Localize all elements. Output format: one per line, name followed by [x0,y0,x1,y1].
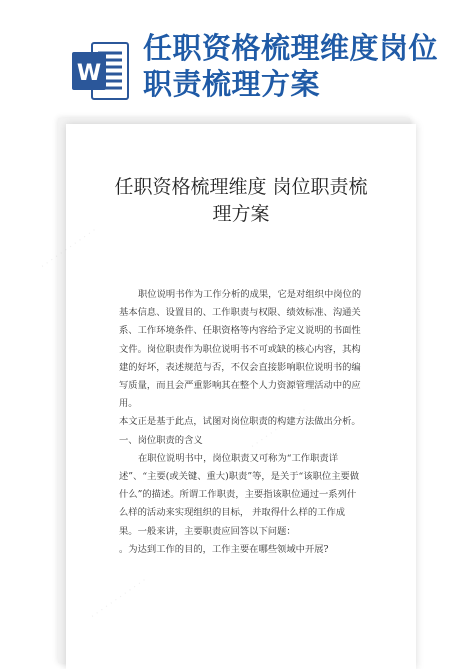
watermark: · · · · · · · · · · · · [39,226,99,272]
watermark: · · · · · · · · · · · · [249,406,309,452]
document-page [39,124,416,669]
banner-title: 任职资格梳理维度岗位职责梳理方案 [143,31,439,101]
paragraph: 在职位说明书中，岗位职责又可称为“工作职责详述”、“主要(或关键、重大)职责”等，是关于“该职位主要做什么”的描述。所谓工作职责，主要指该职位通过一系列什么样的活动来实现组织的目标， 并取得什么样的工作成果。一般来讲，主要职责应回答以下问题： [119,452,360,537]
banner [0,0,474,110]
word-document-icon [70,40,130,102]
paragraph: 。为达到工作的目的，工作主要在哪些领域中开展? [119,543,329,555]
document-body [119,286,362,559]
paragraph: 职位说明书作为工作分析的成果，它是对组织中岗位的基本信息、设置目的、工作职责与权限、绩效标准、沟通关系、工作环境条件、任职资格等内容给予定义说明的书面性文件。岗位职责作为职位说明书不可或缺的核心内容，其构建的好坏，表述规范与否，不仅会直接影响职位说明书的编写质量，而且会严重影响其在整个人力资源管理活动中的应用。 [119,289,362,410]
document-title: 任职资格梳理维度 岗位职责梳理方案 [114,176,368,225]
watermark: · · · · · · · · · · · · [89,576,149,622]
word-logo-letter: W [76,61,102,86]
paragraph: 本文正是基于此点，试图对岗位职责的构建方法做出分析。 [119,416,361,428]
section-heading: 一、岗位职责的含义 [119,434,203,446]
